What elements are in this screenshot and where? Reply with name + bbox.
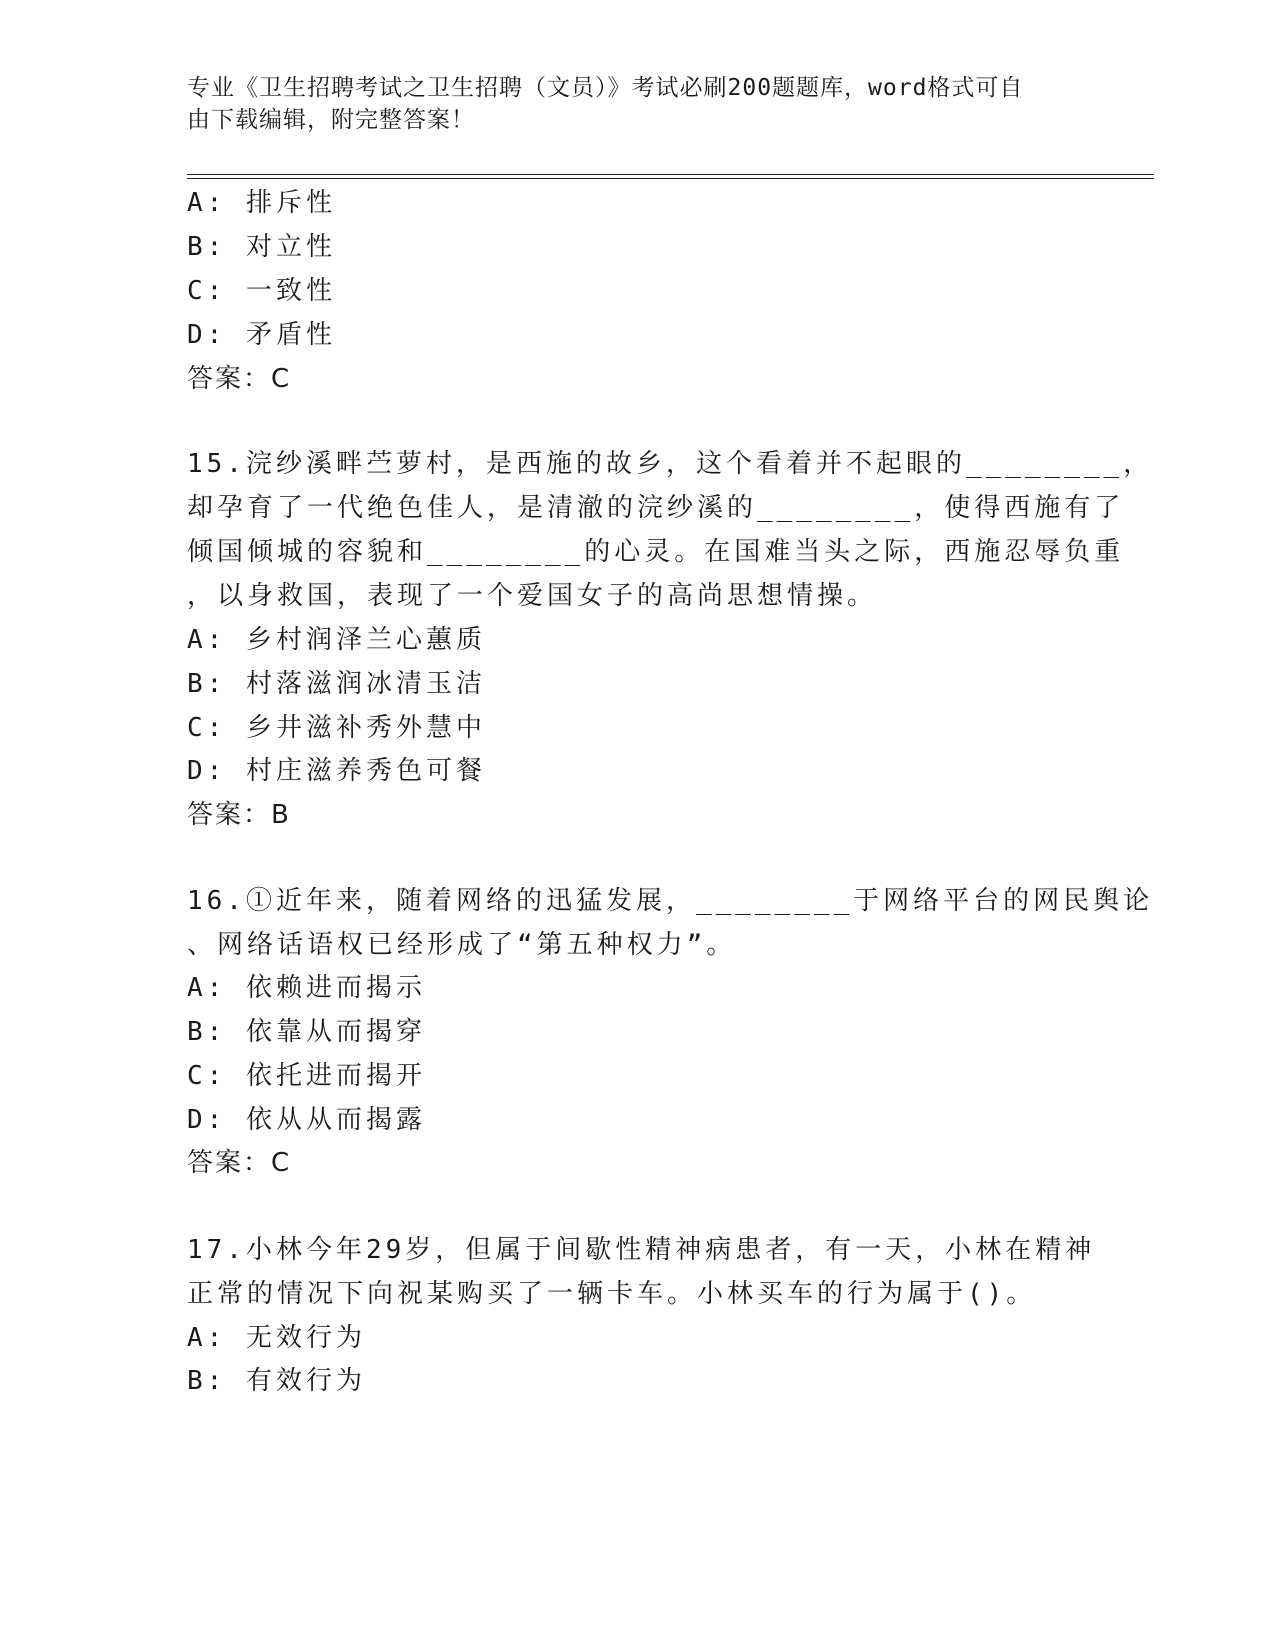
q16-option-d: D: 依从从而揭露 [187,1105,426,1135]
q14-answer: 答案：C [187,364,292,394]
q16-option-b: B: 依靠从而揭穿 [187,1017,426,1047]
q15-option-a: A: 乡村润泽兰心蕙质 [187,625,486,655]
document-title-line-1: 专业《卫生招聘考试之卫生招聘（文员）》考试必刷200题题库，word格式可自 [187,75,1024,101]
q17-stem-line-1: 17.小林今年29岁，但属于间歇性精神病患者，有一天，小林在精神 [187,1235,1096,1265]
q16-option-c: C: 依托进而揭开 [187,1061,426,1091]
q14-option-b: B: 对立性 [187,232,336,262]
q15-stem-line-4: ，以身救国，表现了一个爱国女子的高尚思想情操。 [187,581,878,611]
q15-option-c: C: 乡井滋补秀外慧中 [187,713,486,743]
q14-option-d: D: 矛盾性 [187,320,336,350]
q15-stem-line-3: 倾国倾城的容貌和________的心灵。在国难当头之际，西施忍辱负重 [187,537,1125,567]
document-title-line-2: 由下载编辑，附完整答案！ [187,107,475,133]
q14-option-a: A: 排斥性 [187,188,336,218]
q15-stem-line-1: 15.浣纱溪畔苎萝村，是西施的故乡，这个看着并不起眼的________， [187,449,1154,479]
header-rule-bottom [187,178,1154,179]
q17-stem-line-2: 正常的情况下向祝某购买了一辆卡车。小林买车的行为属于()。 [187,1279,1037,1309]
q16-option-a: A: 依赖进而揭示 [187,973,426,1003]
q15-stem-line-2: 却孕育了一代绝色佳人，是清澈的浣纱溪的________，使得西施有了 [187,493,1125,523]
q15-option-b: B: 村落滋润冰清玉洁 [187,669,486,699]
q16-answer: 答案：C [187,1148,292,1178]
q16-stem-line-1: 16.①近年来，随着网络的迅猛发展，________于网络平台的网民舆论 [187,886,1154,916]
q17-option-a: A: 无效行为 [187,1323,366,1353]
q15-answer: 答案：B [187,800,291,830]
header-rule-top [187,174,1154,175]
q17-option-b: B: 有效行为 [187,1366,366,1396]
q15-option-d: D: 村庄滋养秀色可餐 [187,756,486,786]
q14-option-c: C: 一致性 [187,276,336,306]
q16-stem-line-2: 、网络话语权已经形成了“第五种权力”。 [187,930,737,960]
